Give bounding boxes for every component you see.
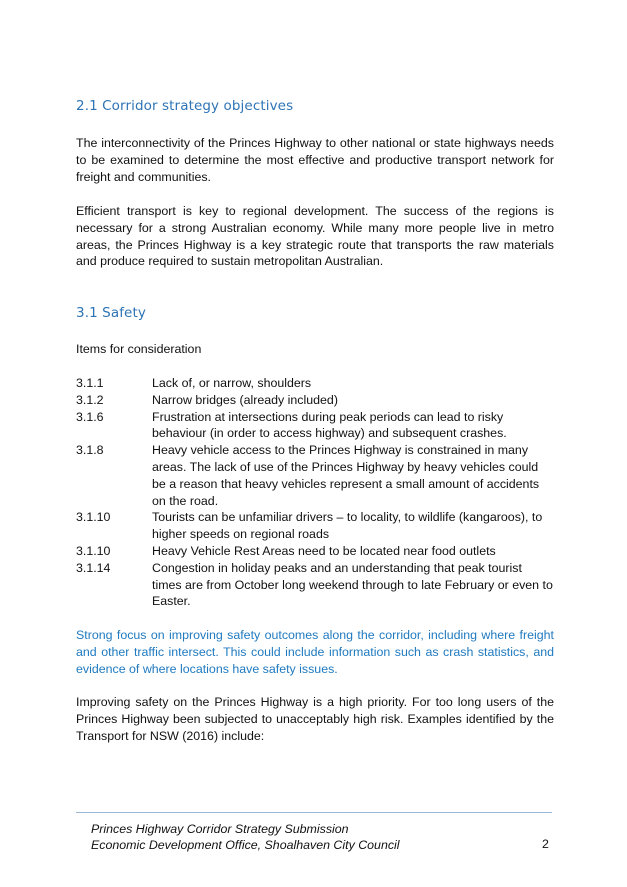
item-number: 3.1.2	[76, 392, 104, 407]
item-text: Heavy vehicle access to the Princes Highway is constrained in many areas. The lack of use of the Princes Highway by heavy vehicles could be a reason that heavy vehicles represent a small amount of accidents on the road.	[152, 443, 540, 508]
section-heading-safety: 3.1 Safety	[76, 305, 146, 321]
list-item	[76, 509, 554, 543]
footer-title: Princes Highway Corridor Strategy Submission	[91, 822, 349, 836]
page-number: 2	[542, 837, 549, 851]
footer-organisation: Economic Development Office, Shoalhaven City Council	[91, 838, 400, 853]
item-number: 3.1.14	[76, 560, 111, 575]
consideration-list	[76, 375, 554, 610]
item-number: 3.1.6	[76, 409, 104, 424]
list-item	[76, 409, 554, 443]
item-text: Narrow bridges (already included)	[152, 392, 338, 407]
list-item	[76, 442, 554, 509]
paragraph-interconnectivity: The interconnectivity of the Princes Highway to other national or state highways needs to be examined to determine the most effective and productive transport network for freight and communities.	[76, 136, 554, 184]
item-text: Frustration at intersections during peak periods can lead to risky behaviour (in order to access highway) and subsequent crashes.	[152, 409, 507, 441]
item-number: 3.1.8	[76, 443, 104, 458]
paragraph-safety-priority: Improving safety on the Princes Highway is a high priority. For too long users of the Princes Highway been subjected to unacceptably high risk. Examples identified by the Transport for NSW (2016) include:	[76, 695, 554, 743]
items-intro: Items for consideration	[76, 342, 202, 356]
item-text: Tourists can be unfamiliar drivers – to locality, to wildlife (kangaroos), to higher speeds on regional roads	[152, 510, 543, 542]
footer	[91, 821, 400, 853]
list-item	[76, 560, 554, 610]
item-number: 3.1.10	[76, 543, 111, 558]
item-text: Lack of, or narrow, shoulders	[152, 376, 312, 390]
paragraph-efficient-transport: Efficient transport is key to regional development. The success of the regions is necessary for a strong Australian economy. While many more people live in metro areas, the Princes Highway is a key strategic route that transports the raw materials and produce required to sustain metropolitan Australian.	[76, 204, 554, 269]
item-number: 3.1.1	[76, 376, 104, 390]
list-item	[76, 392, 554, 409]
list-item	[76, 543, 554, 560]
section-heading-corridor-objectives: 2.1 Corridor strategy objectives	[76, 98, 294, 114]
item-text: Heavy Vehicle Rest Areas need to be located near food outlets	[152, 543, 496, 558]
item-text: Congestion in holiday peaks and an understanding that peak tourist times are from October long weekend through to late February or even to Easter.	[152, 560, 553, 609]
item-number: 3.1.10	[76, 510, 111, 525]
list-item	[76, 375, 554, 392]
footer-divider	[76, 812, 552, 813]
highlight-paragraph-safety-focus: Strong focus on improving safety outcomes along the corridor, including where freight and other traffic intersect. This could include information such as crash statistics, and evidence of where locations have safety issues.	[76, 628, 554, 676]
